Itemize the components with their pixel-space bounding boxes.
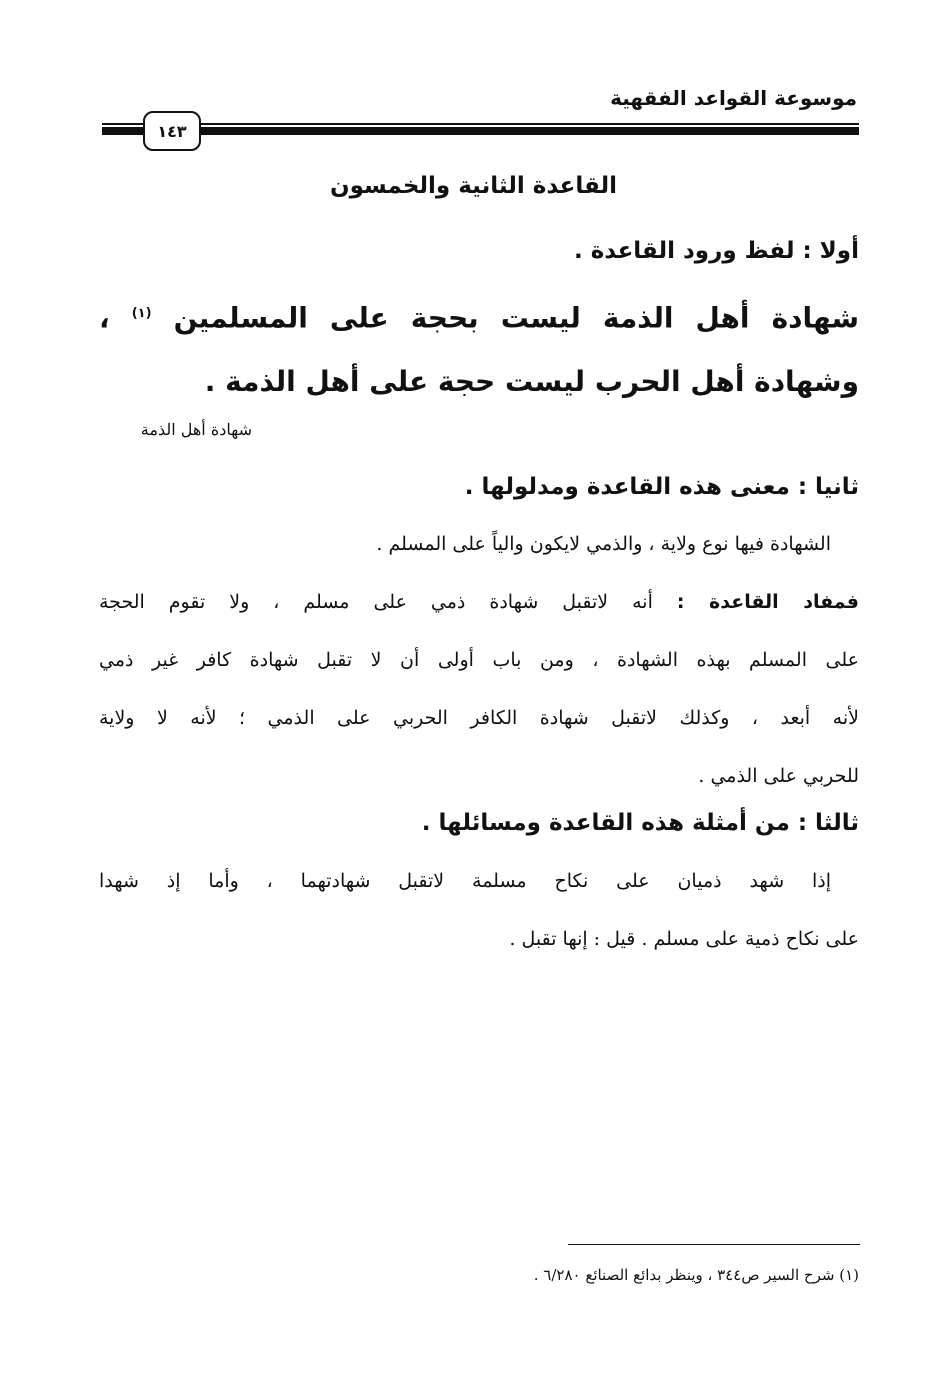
section1-text bbox=[99, 282, 859, 414]
section3-body bbox=[99, 852, 859, 968]
page-number: ١٤٣ bbox=[143, 111, 201, 151]
header-title: موسوعة القواعد الفقهية bbox=[610, 86, 857, 110]
rule-title: القاعدة الثانية والخمسون bbox=[329, 173, 618, 199]
footnote-rule bbox=[568, 1244, 860, 1245]
section3-line-1: إذا شهد ذميان على نكاح مسلمة لاتقبل شهادتهما ، وأما إذ شهدا bbox=[99, 870, 831, 892]
section1-text-part1: شهادة أهل الذمة ليست بحجة على المسلمين bbox=[173, 301, 860, 335]
section1-heading: أولا : لفظ ورود القاعدة . bbox=[573, 238, 859, 264]
section2-line-1-text: أنه لاتقبل شهادة ذمي على مسلم ، ولا تقوم الحجة bbox=[99, 591, 653, 613]
header-rule-thin bbox=[102, 123, 859, 125]
section2-line-2: على المسلم بهذه الشهادة ، ومن باب أولى أن لا تقبل شهادة كافر غير ذمي bbox=[99, 649, 859, 671]
section3-heading: ثالثا : من أمثلة هذه القاعدة ومسائلها . bbox=[421, 810, 859, 836]
section1-text-part2: ، وشهادة أهل الحرب ليست حجة على أهل الذمة . bbox=[99, 301, 859, 399]
section2-label: فمفاد القاعدة : bbox=[676, 591, 859, 613]
section3-line-2: على نكاح ذمية على مسلم . قيل : إنها تقبل . bbox=[509, 928, 859, 950]
section2-line-4: للحربي على الذمي . bbox=[698, 765, 859, 787]
section1-caption: شهادة أهل الذمة bbox=[140, 420, 252, 439]
section2-heading: ثانيا : معنى هذه القاعدة ومدلولها . bbox=[464, 474, 859, 500]
header-rule-thick bbox=[102, 127, 859, 135]
section2-intro: الشهادة فيها نوع ولاية ، والذمي لايكون والياً على المسلم . bbox=[376, 533, 831, 555]
section2-line-3: لأنه أبعد ، وكذلك لاتقبل شهادة الكافر الحربي على الذمي ؛ لأنه لا ولاية bbox=[99, 707, 859, 729]
footnote: (١) شرح السير ص٣٤٤ ، وينظر بدائع الصنائع ٦/٢٨٠ . bbox=[533, 1266, 859, 1284]
footnote-ref: (١) bbox=[131, 306, 152, 321]
section2-line-1 bbox=[99, 573, 859, 631]
section2-body bbox=[99, 515, 859, 805]
